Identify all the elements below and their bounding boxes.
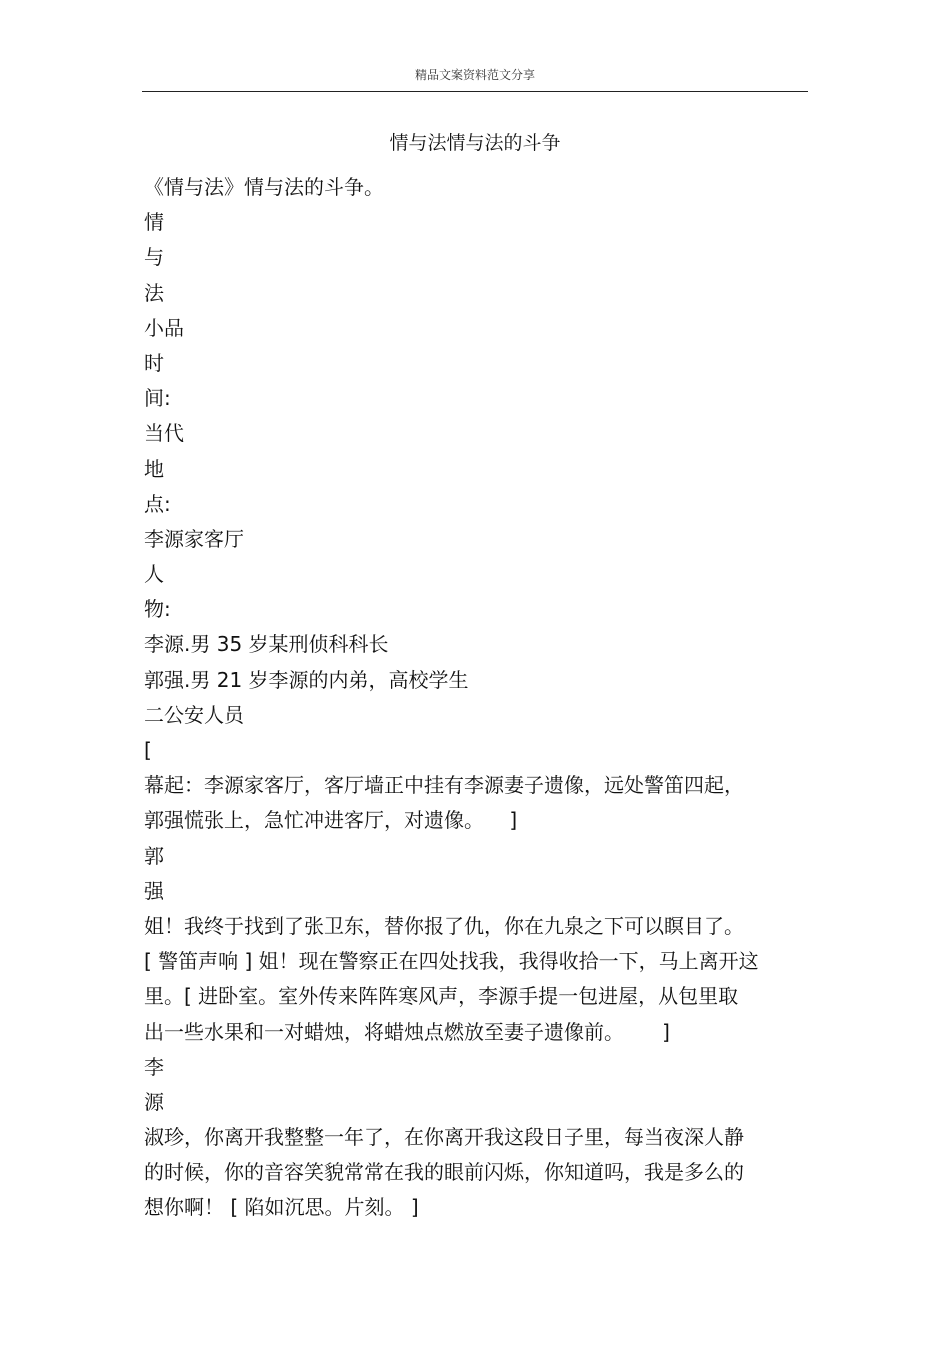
body-line: 与 [144, 245, 164, 270]
body-line: 情 [144, 210, 164, 235]
body-line: 二公安人员 [144, 702, 244, 727]
body-line: 出一些水果和一对蜡烛，将蜡烛点燃放至妻子遗像前。 ] [144, 1019, 670, 1044]
header-divider [142, 91, 808, 92]
body-line: 物: [144, 597, 171, 622]
body-line: 点: [144, 491, 171, 516]
body-line: 的时候，你的音容笑貌常常在我的眼前闪烁，你知道吗，我是多么的 [144, 1160, 744, 1185]
body-line: 李源家客厅 [144, 526, 244, 551]
body-line: 时 [144, 350, 164, 375]
body-line: 里。[ 进卧室。室外传来阵阵寒风声，李源手提一包进屋，从包里取 [144, 984, 739, 1009]
body-line: 当代 [144, 421, 184, 446]
body-line: 郭强慌张上，急忙冲进客厅，对遗像。 ] [144, 808, 518, 833]
body-line: 李 [144, 1054, 164, 1079]
body-line: [ [144, 738, 152, 762]
body-line: 郭 [144, 843, 164, 868]
body-line: 强 [144, 878, 164, 903]
body-line: 想你啊！ [ 陷如沉思。片刻。 ] [144, 1195, 419, 1220]
document-body [144, 170, 808, 1226]
body-line: 姐！我终于找到了张卫东，替你报了仇，你在九泉之下可以瞑目了。 [144, 913, 744, 938]
body-line: 地 [144, 456, 164, 481]
document-title: 情与法情与法的斗争 [389, 132, 561, 154]
body-line: 郭强.男 21 岁李源的内弟，高校学生 [144, 667, 469, 692]
body-line: 间: [144, 386, 171, 411]
body-line: 源 [144, 1089, 164, 1114]
body-line: 李源.男 35 岁某刑侦科科长 [144, 632, 389, 657]
body-line: 法 [144, 280, 164, 305]
body-line: 《情与法》情与法的斗争。 [144, 175, 384, 199]
body-line: 淑珍，你离开我整整一年了，在你离开我这段日子里，每当夜深人静 [144, 1125, 744, 1150]
body-line: 小品 [144, 315, 184, 340]
body-line: 幕起：李源家客厅，客厅墙正中挂有李源妻子遗像，远处警笛四起， [144, 773, 744, 798]
body-line: [ 警笛声响 ] 姐！现在警察正在四处找我，我得收拾一下，马上离开这 [144, 949, 759, 974]
page-header: 精品文案资料范文分享 [414, 68, 535, 82]
body-line: 人 [144, 562, 164, 587]
